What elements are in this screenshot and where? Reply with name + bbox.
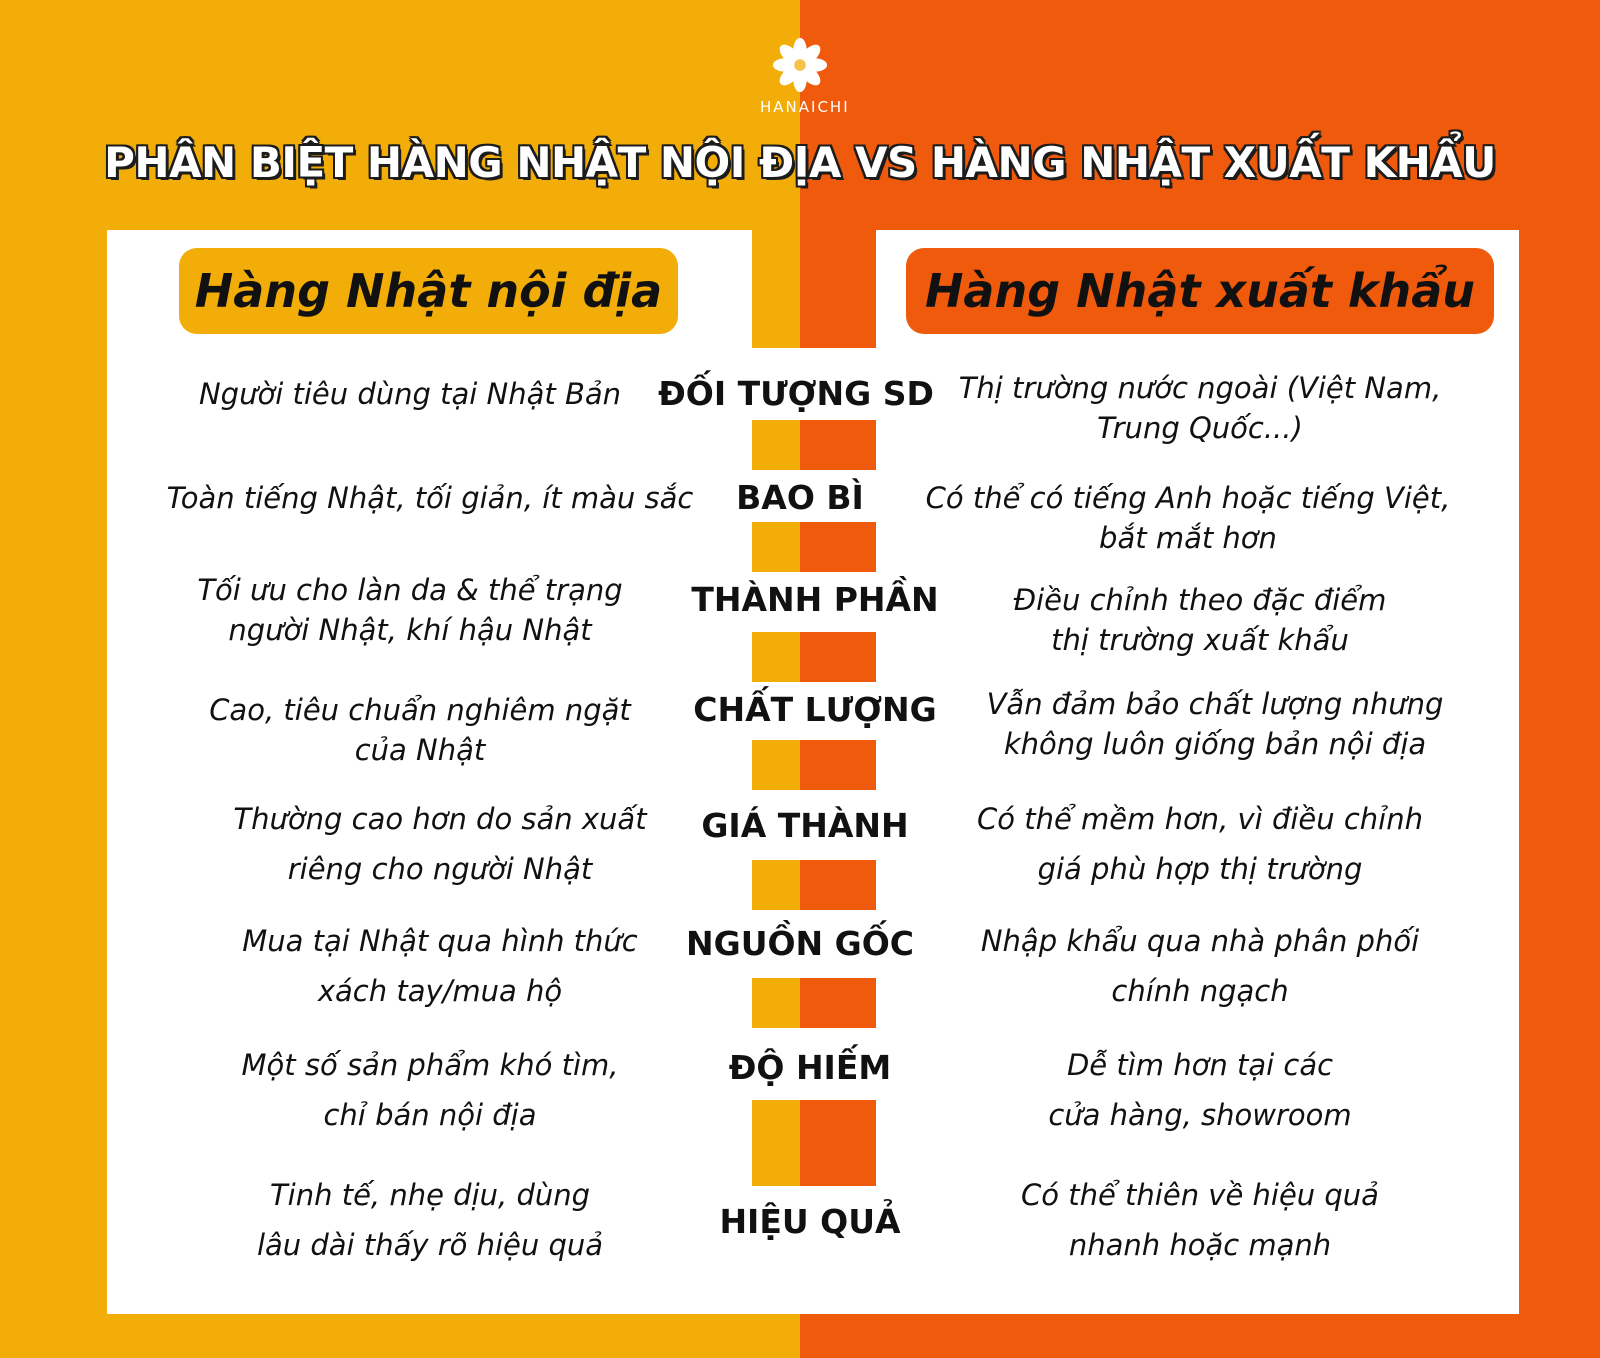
brand-logo <box>760 36 850 116</box>
row-domestic-text: Thường cao hơn do sản xuất riêng cho người Nhật <box>233 802 647 886</box>
row-label: ĐỘ HIẾM <box>728 1048 892 1087</box>
row-export-text: Vẫn đảm bảo chất lượng nhưng không luôn giống bản nội địa <box>986 687 1444 761</box>
page-title: PHÂN BIỆT HÀNG NHẬT NỘI ĐỊA VS HÀNG NHẬT XUẤT KHẨU <box>104 138 1496 187</box>
row-domestic-text: Một số sản phẩm khó tìm, chỉ bán nội địa <box>241 1048 619 1132</box>
row-label: GIÁ THÀNH <box>701 806 909 845</box>
brand-name: HANAICHI <box>760 98 850 116</box>
header-domestic: Hàng Nhật nội địa <box>179 248 678 334</box>
row-domestic-text: Tinh tế, nhẹ dịu, dùng lâu dài thấy rõ hiệu quả <box>256 1178 604 1262</box>
row-label: CHẤT LƯỢNG <box>693 690 937 729</box>
row-export-text: Thị trường nước ngoài (Việt Nam, Trung Quốc...) <box>958 371 1442 445</box>
row-export-text: Có thể mềm hơn, vì điều chỉnh giá phù hợp thị trường <box>976 802 1423 886</box>
row-export-text: Có thể có tiếng Anh hoặc tiếng Việt, bắt mắt hơn <box>925 481 1451 555</box>
row-domestic-text: Toàn tiếng Nhật, tối giản, ít màu sắc <box>166 481 694 515</box>
row-label: ĐỐI TƯỢNG SD <box>658 374 934 413</box>
row-label: BAO BÌ <box>736 478 864 517</box>
row-domestic-text: Mua tại Nhật qua hình thức xách tay/mua hộ <box>242 924 638 1008</box>
row-export-text: Có thể thiên về hiệu quả nhanh hoặc mạnh <box>1021 1178 1379 1262</box>
row-export-text: Nhập khẩu qua nhà phân phối chính ngạch <box>980 924 1420 1008</box>
flower-icon <box>771 36 829 94</box>
row-domestic-text: Người tiêu dùng tại Nhật Bản <box>198 377 622 411</box>
row-domestic-text: Tối ưu cho làn da & thể trạng người Nhật, khí hậu Nhật <box>197 573 623 647</box>
row-label: HIỆU QUẢ <box>719 1202 901 1241</box>
row-export-text: Dễ tìm hơn tại các cửa hàng, showroom <box>1048 1048 1352 1132</box>
row-export-text: Điều chỉnh theo đặc điểm thị trường xuất khẩu <box>1013 583 1387 657</box>
row-label: NGUỒN GỐC <box>685 924 915 963</box>
row-label: THÀNH PHẦN <box>691 580 939 619</box>
row-domestic-text: Cao, tiêu chuẩn nghiêm ngặt của Nhật <box>209 693 631 767</box>
header-export: Hàng Nhật xuất khẩu <box>906 248 1494 334</box>
